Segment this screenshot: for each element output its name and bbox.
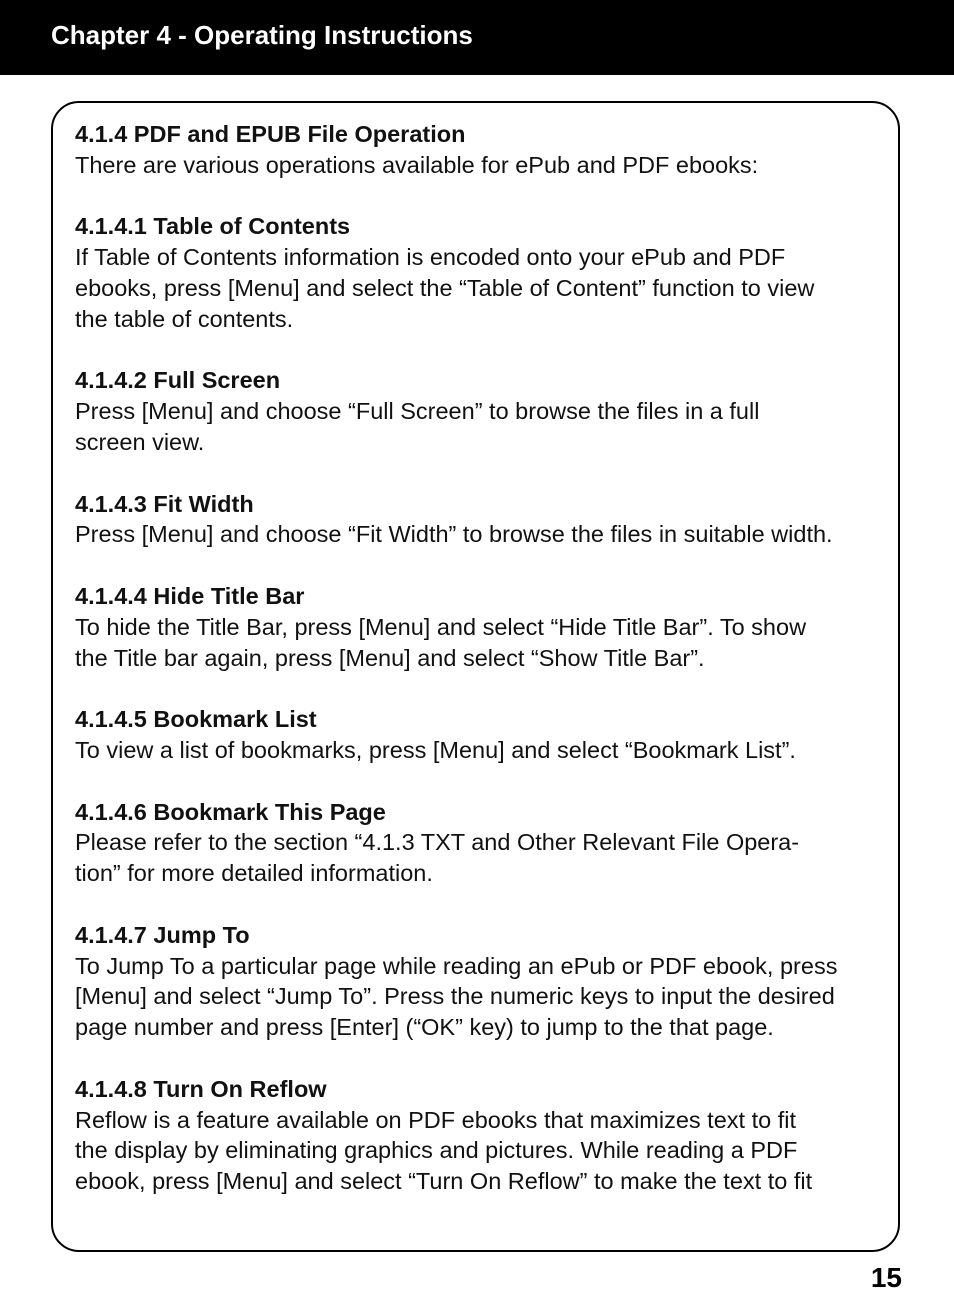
chapter-header-bar <box>0 0 954 75</box>
paragraph-line: To view a list of bookmarks, press [Menu] and select “Bookmark List”. <box>75 736 796 763</box>
document-body <box>75 119 885 1197</box>
subsection-heading: 4.1.4.8 Turn On Reflow <box>75 1075 327 1102</box>
subsection-turn-on-reflow <box>75 1074 885 1197</box>
paragraph-line: Press [Menu] and choose “Full Screen” to browse the files in a full <box>75 398 760 425</box>
paragraph-line: If Table of Contents information is encoded onto your ePub and PDF <box>75 244 786 271</box>
paragraph-line: the table of contents. <box>75 305 294 332</box>
subsection-jump-to <box>75 920 885 1043</box>
page-number: 15 <box>870 1262 902 1293</box>
subsection-bookmark-this-page <box>75 797 885 889</box>
paragraph-line: [Menu] and select “Jump To”. Press the numeric keys to input the desired <box>75 983 835 1010</box>
subsection-full-screen <box>75 365 885 457</box>
subsection-heading: 4.1.4.5 Bookmark List <box>75 706 317 733</box>
chapter-title: Chapter 4 - Operating Instructions <box>51 20 473 50</box>
paragraph-line: To Jump To a particular page while reading an ePub or PDF ebook, press <box>75 952 838 979</box>
paragraph-line: There are various operations available for ePub and PDF ebooks: <box>75 151 759 178</box>
subsection-table-of-contents <box>75 211 885 334</box>
subsection-heading: 4.1.4.6 Bookmark This Page <box>75 798 386 825</box>
paragraph-line: tion” for more detailed information. <box>75 860 433 887</box>
paragraph-line: To hide the Title Bar, press [Menu] and select “Hide Title Bar”. To show <box>75 613 807 640</box>
paragraph-line: Please refer to the section “4.1.3 TXT and Other Relevant File Opera- <box>75 829 800 856</box>
paragraph-line: the display by eliminating graphics and pictures. While reading a PDF <box>75 1137 798 1164</box>
subsection-fit-width <box>75 489 885 551</box>
section-4-1-4 <box>75 119 885 181</box>
subsection-heading: 4.1.4.2 Full Screen <box>75 367 281 394</box>
paragraph-line: the Title bar again, press [Menu] and select “Show Title Bar”. <box>75 644 705 671</box>
section-heading: 4.1.4 PDF and EPUB File Operation <box>75 121 466 147</box>
subsection-hide-title-bar <box>75 581 885 673</box>
paragraph-line: screen view. <box>75 428 205 455</box>
subsection-heading: 4.1.4.1 Table of Contents <box>75 213 351 240</box>
paragraph-line: page number and press [Enter] (“OK” key) to jump to the that page. <box>75 1014 774 1041</box>
subsection-heading: 4.1.4.4 Hide Title Bar <box>75 582 305 609</box>
subsection-bookmark-list <box>75 704 885 766</box>
paragraph-line: ebooks, press [Menu] and select the “Table of Content” function to view <box>75 274 815 301</box>
paragraph-line: Press [Menu] and choose “Fit Width” to browse the files in suitable width. <box>75 521 833 548</box>
subsection-heading: 4.1.4.7 Jump To <box>75 921 250 948</box>
paragraph-line: Reflow is a feature available on PDF ebooks that maximizes text to fit <box>75 1106 796 1133</box>
subsection-heading: 4.1.4.3 Fit Width <box>75 490 254 517</box>
paragraph-line: ebook, press [Menu] and select “Turn On Reflow” to make the text to fit <box>75 1168 813 1195</box>
